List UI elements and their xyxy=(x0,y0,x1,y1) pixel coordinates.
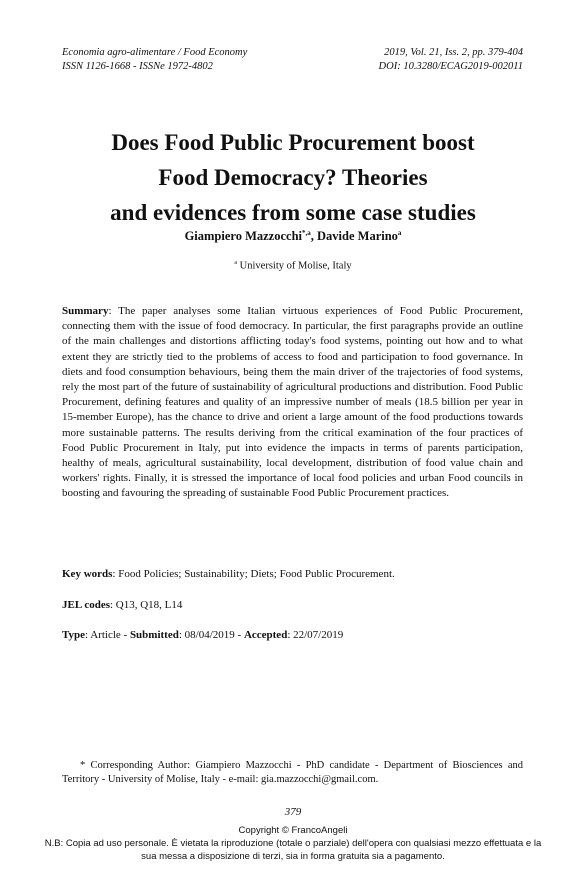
paper-title xyxy=(40,125,546,230)
copyright: Copyright © FrancoAngeli xyxy=(238,825,348,836)
title-line-3: and evidences from some case studies xyxy=(110,200,476,225)
affiliation-marker: a xyxy=(234,260,238,266)
page-number: 379 xyxy=(284,806,302,818)
keywords-label: Key words xyxy=(62,568,113,580)
author-2-marker: a xyxy=(397,229,402,237)
submitted-value: : 08/04/2019 - xyxy=(178,629,244,641)
affiliation-text: University of Molise, Italy xyxy=(237,260,352,272)
summary-text: : The paper analyses some Italian virtuous experiences of Food Public Procurement, connecting them with the issue of food democracy. In particular, the first paragraphs provide an outline of the main challenges and distortions afflicting today's food systems, pointing out how and to what extent they are strictly tied to the problems of access to food and participation to food governance. In diets and food consumption behaviours, being them the main driver of the trajectories of food systems, rely the most part of the future of sustainability of agricultural productions and distribution. Food Public Procurement, defining features and quality of an impressive number of meals (18.5 billion per year in 15-member Europe), has the chance to drive and orient a large amount of the food productions towards more sustainable patterns. The results deriving from the critical examination of the four practices of Food Public Procurement in Italy, put into evidence the impacts in terms of parents participation, healthy of meals, agricultural sustainability, local development, distribution of food value chain and workers' rights. Finally, it is stressed the importance of local food policies and urban Food councils in boosting and favouring the spreading of sustainable Food Public Procurement practices. xyxy=(62,305,523,500)
authors xyxy=(0,229,586,244)
title-line-2: Food Democracy? Theories xyxy=(158,165,428,190)
title-line-1: Does Food Public Procurement boost xyxy=(111,130,475,155)
footnote: * Corresponding Author: Giampiero Mazzocchi - PhD candidate - Department of Biosciences and Territory - University of Molise, Italy - e-mail: gia.mazzocchi@gmail.com. xyxy=(62,760,523,785)
jel-text: : Q13, Q18, L14 xyxy=(109,599,183,611)
type-label: Type xyxy=(62,629,86,641)
author-separator: , xyxy=(310,229,318,244)
volume-info: 2019, Vol. 21, Iss. 2, pp. 379-404 xyxy=(384,47,523,58)
author-1: Giampiero Mazzocchi xyxy=(184,229,303,244)
summary-label: Summary xyxy=(62,305,109,317)
accepted-value: : 22/07/2019 xyxy=(287,629,344,641)
jel-codes xyxy=(62,598,523,613)
abstract xyxy=(62,304,523,502)
type-value: : Article - xyxy=(85,629,130,641)
running-header xyxy=(62,46,523,74)
issn: ISSN 1126-1668 - ISSNe 1972-4802 xyxy=(62,61,213,72)
affiliation xyxy=(0,260,586,272)
doi: DOI: 10.3280/ECAG2019-002011 xyxy=(378,61,523,72)
keywords xyxy=(62,567,523,582)
reproduction-notice: N.B: Copia ad uso personale. È vietata la riproduzione (totale o parziale) dell'opera con qualsiasi mezzo effettuata e la sua messa a disposizione di terzi, sia in forma gratuita sia a pagamento. xyxy=(44,838,542,862)
jel-label: JEL codes xyxy=(62,599,110,611)
article-type-dates xyxy=(62,628,523,643)
submitted-label: Submitted xyxy=(129,629,179,641)
keywords-text: : Food Policies; Sustainability; Diets; Food Public Procurement. xyxy=(112,568,395,580)
accepted-label: Accepted xyxy=(243,629,288,641)
author-1-marker: *,a xyxy=(302,229,311,237)
journal-name: Economia agro-alimentare / Food Economy xyxy=(62,47,248,58)
author-2: Davide Marino xyxy=(317,229,398,244)
